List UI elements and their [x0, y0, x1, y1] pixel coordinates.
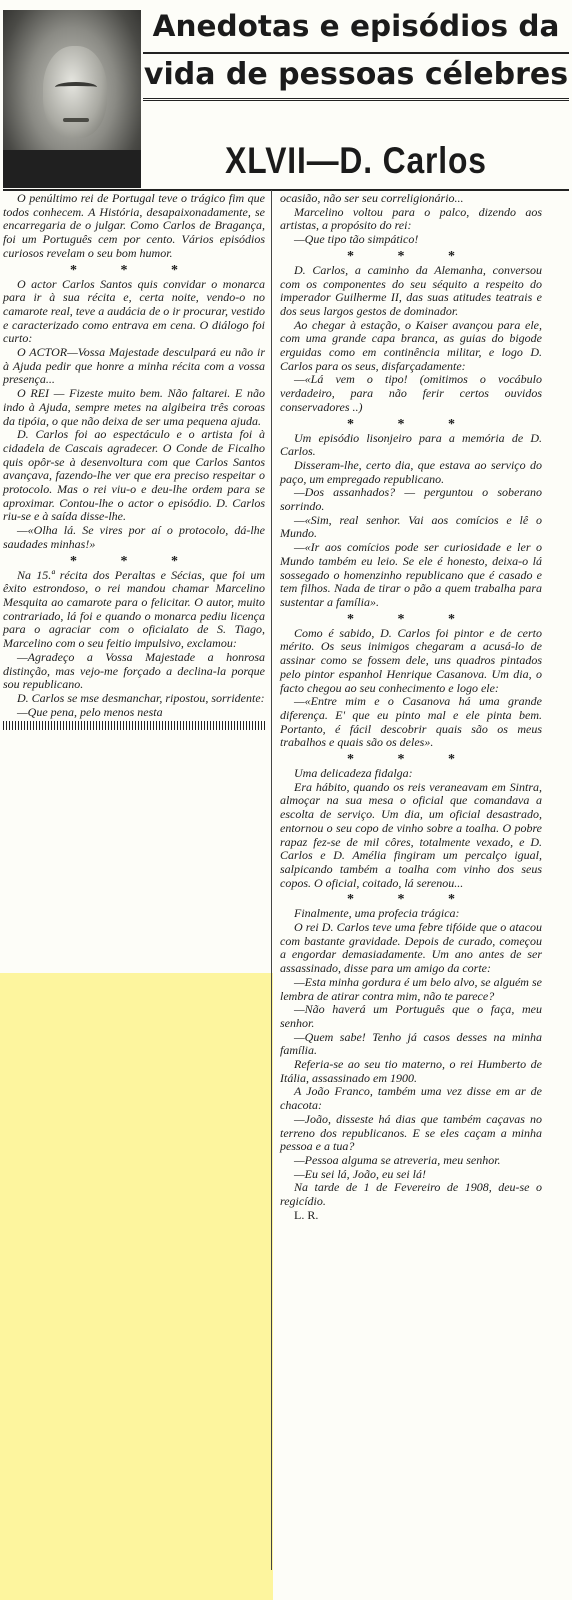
paragraph: Referia-se ao seu tio materno, o rei Humberto de Itália, assassinado em 1900.: [280, 1057, 542, 1085]
paragraph: Uma delicadeza fidalga:: [294, 766, 413, 781]
paragraph: Finalmente, uma profecia trágica:: [294, 906, 460, 921]
portrait-eyes: [55, 82, 97, 92]
paragraph: O REI — Fizeste muito bem. Não faltarei. E não indo à Ajuda, sempre metes na algibeira três coroas da tipóia, o que não deixa de ser uma pequena ajuda.: [3, 386, 265, 428]
paragraph: —João, disseste há dias que também caçavas no terreno dos republicanos. E se eles caçam a minha pessoa e a tua?: [280, 1111, 542, 1154]
article-column-1: [3, 192, 265, 730]
paragraph: —Quem sabe! Tenho já casos desses na minha família.: [280, 1029, 542, 1058]
separator-stars: * * *: [347, 248, 475, 264]
portrait-photo: [3, 10, 141, 188]
paragraph: —Que tipo tão simpático!: [294, 232, 419, 247]
paragraph: —Pessoa alguma se atreveria, meu senhor.: [294, 1153, 501, 1167]
headline: [143, 9, 569, 101]
paragraph: Um episódio lisonjeiro para a memória de D. Carlos.: [280, 430, 542, 459]
paragraph: —Não haverá um Português que o faça, meu senhor.: [280, 1002, 542, 1030]
portrait-mouth: [63, 118, 89, 122]
paragraph: —«Lá vem o tipo! (omitimos o vocábulo verdadeiro, para não ferir certos ouvidos conservadores ..): [280, 372, 542, 414]
paragraph: O ACTOR—Vossa Majestade desculpará eu não ir à Ajuda pedir que honre a minha récita com a vossa presença...: [3, 345, 265, 387]
portrait-face: [43, 46, 107, 138]
paragraph: O penúltimo rei de Portugal teve o trágico fim que todos conhecem. A História, desapaixonadamente, se encarregaria de o julgar. Como Carlos de Bragança, foi um Português cem por cento. Vários episódios curiosos revelam o seu bom humor.: [3, 191, 265, 260]
separator-stars: * * *: [347, 892, 475, 908]
paragraph: —«Olha lá. Se vires por aí o protocolo, dá-lhe saudades minhas!»: [3, 523, 265, 551]
headline-line-1: Anedotas e episódios da: [143, 12, 569, 54]
article-column-2: [280, 192, 542, 1223]
paragraph: —Agradeço a Vossa Majestade a honrosa distinção, mas vejo-me forçado a declina-la porque sou republicano.: [3, 649, 265, 692]
paragraph: Na 15.ª récita dos Peraltas e Sécias, que foi um êxito estrondoso, o rei mandou chamar Marcelino Mesquita ao camarote para o felicitar. O autor, muito contrariado, lá foi e quando o monarca pediu licença para o agraciar com o oficialato de S. Tiago, Marcelino com o seu feitio impulsivo, exclamou:: [3, 567, 265, 651]
headline-line-2: vida de pessoas célebres: [143, 54, 569, 101]
paragraph: Disseram-lhe, certo dia, que estava ao serviço do paço, um empregado republicano.: [280, 457, 542, 486]
paragraph: Ao chegar à estação, o Kaiser avançou para ele, com uma grande capa branca, as guias do bigode erguidas como em continência militar, e logo D. Carlos para os seus, disfarçadamente:: [280, 317, 542, 373]
paragraph: Marcelino voltou para o palco, dizendo aos artistas, a propósito do rei:: [280, 204, 542, 233]
paragraph: D. Carlos foi ao espectáculo e o artista foi à cidadela de Cascais agradecer. O Conde de Ficalho quis opôr-se à desenvoltura com que Carlos Santos avançava, fazendo-lhe ver que era preciso respeitar o protocolo. Mas o rei viu-o e deu-lhe ordem para se aproximar. Contou-lhe o actor o episódio. D. Carlos riu-se e à saída disse-lhe.: [3, 427, 265, 524]
column-divider: [271, 190, 272, 1570]
paragraph: —Dos assanhados? — perguntou o soberano sorrindo.: [280, 485, 542, 514]
author-signature: L. R.: [294, 1207, 319, 1222]
paragraph: Como é sabido, D. Carlos foi pintor e de certo mérito. Os seus inimigos chegaram a acusá-lo de assinar como se fossem dele, uns quadros pintados pelo pintor espanhol Henrique Casanova. Um dia, o facto chegou ao seu conhecimento e logo ele:: [280, 625, 542, 695]
separator-stars: * * *: [347, 416, 475, 432]
paragraph: A João Franco, também uma vez disse em ar de chacota:: [280, 1084, 542, 1113]
separator-stars: * * *: [70, 262, 198, 278]
subheadline: XLVII—D. Carlos: [225, 140, 487, 181]
paragraph: —«Ir aos comícios pode ser curiosidade e ler o Mundo também eu leio. Se ele é honesto, deixa-o lá sossegado o homenzinho republicano que é casado e tem filhos. Nada de tirar o pão a quem trabalha para sustentar a família».: [280, 540, 542, 609]
paragraph: —«Entre mim e o Casanova há uma grande diferença. E' que eu pinto mal e ele pinta bem. Portanto, é fácil descobrir quais são os meus trabalhos e quais são os deles».: [280, 694, 542, 750]
portrait-coat: [3, 150, 141, 188]
yellow-background-block: [0, 973, 273, 1600]
paragraph: D. Carlos se mse desmanchar, ripostou, sorridente:: [17, 690, 265, 705]
separator-stars: * * *: [347, 752, 475, 768]
paragraph: —«Sim, real senhor. Vai aos comícios e lê o Mundo.: [280, 512, 542, 541]
paragraph: O actor Carlos Santos quis convidar o monarca para ir à sua récita e, certa noite, vendo-o no camarote real, teve a audácia de o ir procurar, vestido e caracterizado como entrava em cena. O diálogo foi curto:: [3, 276, 265, 346]
separator-stars: * * *: [70, 553, 198, 569]
paragraph: O rei D. Carlos teve uma febre tifóide que o atacou com bastante gravidade. Depois de curado, começou a engordar demasiadamente. Um ano antes de ser assassinado, disse para um amigo da corte:: [280, 920, 542, 976]
paragraph: —Que pena, pelo menos nesta: [17, 704, 163, 719]
continuation-mark: [3, 721, 265, 730]
paragraph: —Eu sei lá, João, eu sei lá!: [294, 1166, 426, 1181]
paragraph: Era hábito, quando os reis veraneavam em Sintra, almoçar na sua mesa o oficial que comandava a escolta de serviço. Um dia, um oficial desastrado, entornou o seu copo de vinho sobre a toalha. O pobre rapaz fez-se de mil côres, totalmente vexado, e D. Carlos e D. Amélia fingiram um percalço igual, salpicando também a toalha com vinho dos seus copos. O oficial, coitado, lá serenou...: [280, 779, 542, 890]
paragraph: —Esta minha gordura é um belo alvo, se alguém se lembra de atirar contra mim, não te parece?: [280, 974, 542, 1003]
separator-stars: * * *: [347, 611, 475, 627]
paragraph: D. Carlos, a caminho da Alemanha, conversou com os componentes do seu séquito a respeito do imperador Guilherme II, das suas atitudes teatrais e dos seus largos gestos de dominador.: [280, 262, 542, 318]
paragraph: ocasião, não ser seu correligionário...: [280, 191, 464, 205]
paragraph: Na tarde de 1 de Fevereiro de 1908, deu-se o regicídio.: [280, 1180, 542, 1209]
